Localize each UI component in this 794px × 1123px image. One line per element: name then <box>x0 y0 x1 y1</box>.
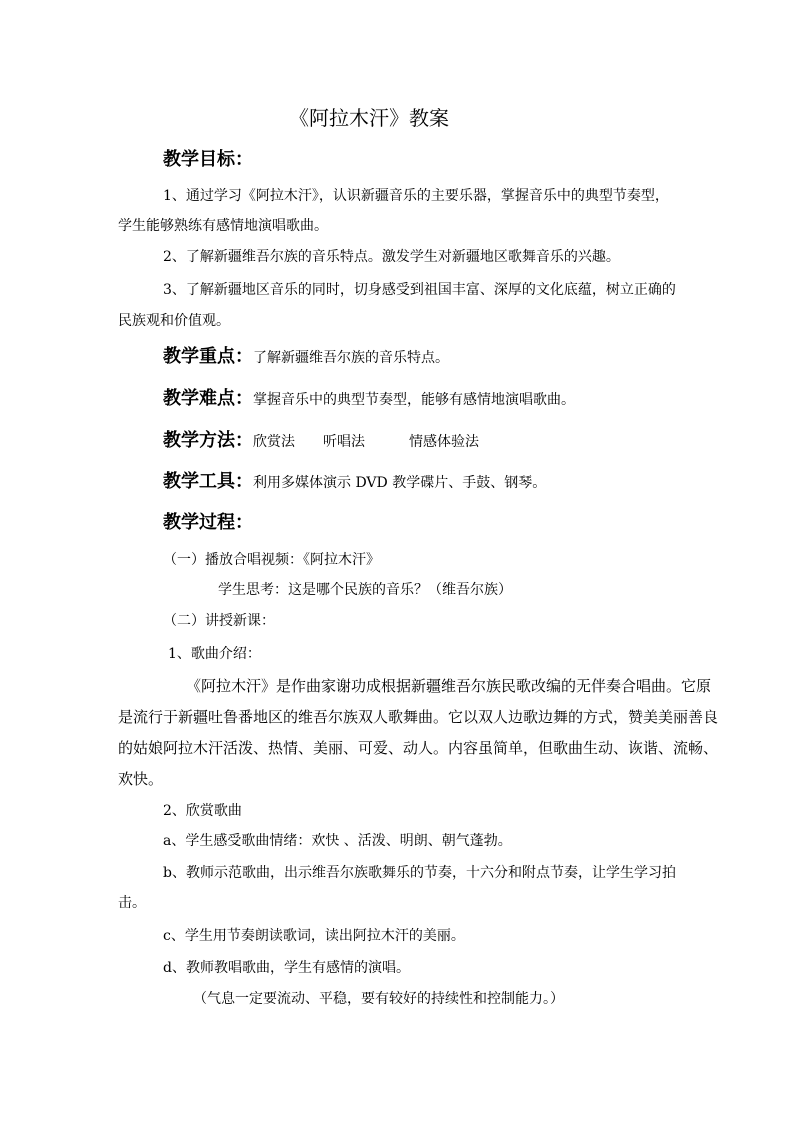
item-b-line-1: b、教师示范歌曲，出示维吾尔族歌舞乐的节奏，十六分和附点节奏，让学生学习拍 <box>163 865 676 881</box>
item-c: c、学生用节奏朗读歌词，读出阿拉木汗的美丽。 <box>163 928 465 944</box>
song-intro-line-1: 《阿拉木汗》是作曲家谢功成根据新疆维吾尔族民歌改编的无伴奏合唱曲。它原 <box>186 677 712 695</box>
focus-heading: 教学重点： <box>163 346 253 367</box>
item-d: d、教师教唱歌曲，学生有感情的演唱。 <box>163 960 410 976</box>
tools-row <box>163 470 546 495</box>
method-2: 听唱法 <box>323 434 365 450</box>
difficulty-row <box>163 387 575 412</box>
step-2: （二）讲授新课： <box>163 613 275 629</box>
goal-1-line-1: 1、通过学习《阿拉木汗》，认识新疆音乐的主要乐器，掌握音乐中的典型节奏型， <box>163 188 669 204</box>
step-1-think: 学生思考：这是哪个民族的音乐？（维吾尔族） <box>218 582 512 598</box>
item-a: a、学生感受歌曲情绪：欢快 、活泼、明朗、朝气蓬勃。 <box>163 833 512 849</box>
tools-heading: 教学工具： <box>163 471 253 492</box>
focus-row <box>163 345 449 370</box>
song-intro-heading: 1、歌曲介绍： <box>168 646 261 662</box>
method-heading: 教学方法： <box>163 430 253 451</box>
item-d-note: （气息一定要流动、平稳，要有较好的持续性和控制能力。） <box>193 991 564 1007</box>
appreciate-heading: 2、欣赏歌曲 <box>163 803 242 819</box>
item-b-line-2: 击。 <box>118 895 146 911</box>
method-1: 欣赏法 <box>253 434 295 450</box>
goals-heading: 教学目标： <box>163 149 253 170</box>
method-row <box>163 429 479 454</box>
tools-text: 利用多媒体演示 DVD 教学碟片、手鼓、钢琴。 <box>253 475 547 491</box>
song-intro-line-3: 的姑娘阿拉木汗活泼、热情、美丽、可爱、动人。内容虽简单，但歌曲生动、诙谐、流畅、 <box>118 739 719 757</box>
goal-2: 2、了解新疆维吾尔族的音乐特点。激发学生对新疆地区歌舞音乐的兴趣。 <box>163 249 620 265</box>
difficulty-text: 掌握音乐中的典型节奏型，能够有感情地演唱歌曲。 <box>253 392 575 408</box>
method-3: 情感体验法 <box>409 434 479 450</box>
step-1: （一）播放合唱视频：《阿拉木汗》 <box>163 552 380 568</box>
focus-text: 了解新疆维吾尔族的音乐特点。 <box>253 350 449 366</box>
goal-1-line-2: 学生能够熟练有感情地演唱歌曲。 <box>118 218 328 234</box>
document-title: 《阿拉木汗》教案 <box>289 106 449 130</box>
process-heading: 教学过程： <box>163 512 253 533</box>
song-intro-line-4: 欢快。 <box>118 770 164 788</box>
goal-3-line-2: 民族观和价值观。 <box>118 313 230 329</box>
difficulty-heading: 教学难点： <box>163 388 253 409</box>
song-intro-line-2: 是流行于新疆吐鲁番地区的维吾尔族双人歌舞曲。它以双人边歌边舞的方式，赞美美丽善良 <box>118 708 719 726</box>
goal-3-line-1: 3、了解新疆地区音乐的同时，切身感受到祖国丰富、深厚的文化底蕴，树立正确的 <box>163 282 676 298</box>
